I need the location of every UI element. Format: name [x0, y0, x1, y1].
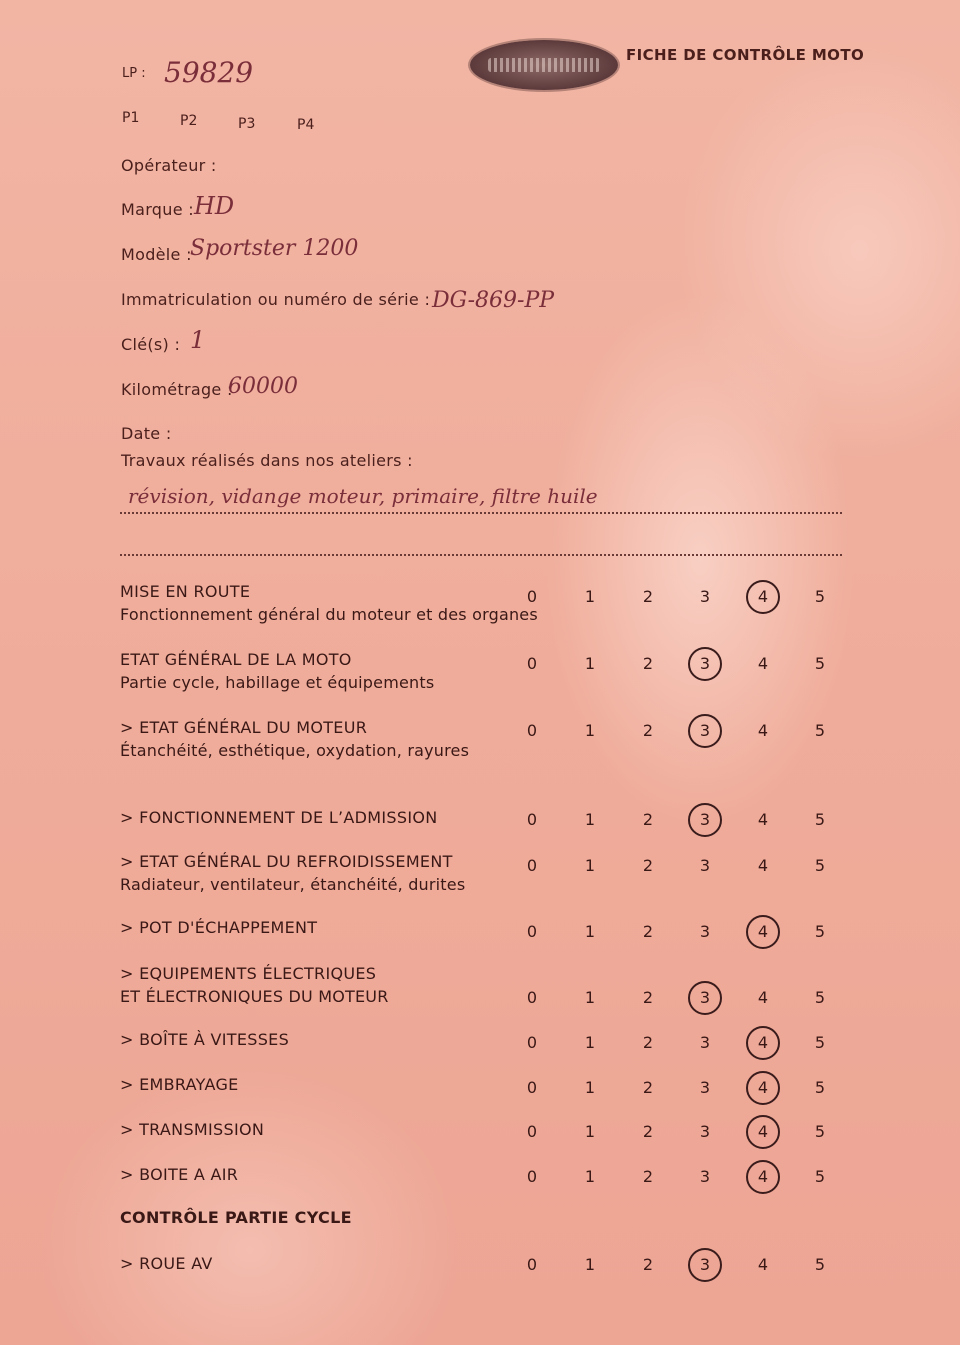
rating-option-5[interactable]: 5 — [814, 1078, 826, 1097]
rating-row-title-10: > BOITE A AIR — [120, 1165, 239, 1184]
kilometrage-value: 60000 — [228, 374, 298, 399]
rating-option-0[interactable]: 0 — [526, 856, 538, 875]
rating-option-4[interactable]: 4 — [746, 580, 780, 614]
rating-option-1[interactable]: 1 — [584, 810, 596, 829]
rating-option-4[interactable]: 4 — [757, 1255, 769, 1274]
rating-row-title-7: > BOÎTE À VITESSES — [120, 1030, 290, 1049]
operateur-label: Opérateur : — [121, 156, 217, 175]
rating-row-scale-8 — [520, 1071, 840, 1105]
rating-row-scale-7 — [520, 1026, 840, 1060]
rating-option-2[interactable]: 2 — [642, 1167, 654, 1186]
cles-value: 1 — [190, 326, 206, 354]
rating-option-5[interactable]: 5 — [814, 1255, 826, 1274]
rating-option-5[interactable]: 5 — [814, 1122, 826, 1141]
travaux-label: Travaux réalisés dans nos ateliers : — [121, 451, 413, 470]
rating-row-scale-3 — [520, 803, 840, 837]
rating-option-3[interactable]: 3 — [688, 981, 722, 1015]
rating-row-subtitle-1: Partie cycle, habillage et équipements — [120, 673, 435, 692]
rating-option-0[interactable]: 0 — [526, 1255, 538, 1274]
cycle-row-title-0: > ROUE AV — [120, 1254, 213, 1273]
rating-option-3[interactable]: 3 — [688, 647, 722, 681]
modele-label: Modèle : — [121, 245, 192, 264]
rating-row-title-6: > EQUIPEMENTS ÉLECTRIQUES — [120, 964, 377, 983]
rating-row-title-0: MISE EN ROUTE — [120, 582, 251, 601]
rating-option-1[interactable]: 1 — [584, 1033, 596, 1052]
rating-option-4[interactable]: 4 — [746, 1115, 780, 1149]
rating-option-4[interactable]: 4 — [757, 856, 769, 875]
rating-option-1[interactable]: 1 — [584, 1255, 596, 1274]
rating-row-scale-10 — [520, 1160, 840, 1194]
rating-option-3[interactable]: 3 — [699, 587, 711, 606]
cles-label: Clé(s) : — [121, 335, 181, 354]
position-p1: P1 — [122, 110, 140, 126]
rating-row-scale-0 — [520, 580, 840, 614]
rating-option-2[interactable]: 2 — [642, 922, 654, 941]
rating-option-5[interactable]: 5 — [814, 654, 826, 673]
rating-option-1[interactable]: 1 — [584, 1122, 596, 1141]
rating-row-title-4: > ETAT GÉNÉRAL DU REFROIDISSEMENT — [120, 852, 453, 871]
rating-option-3[interactable]: 3 — [688, 714, 722, 748]
rating-row-title-3: > FONCTIONNEMENT DE L’ADMISSION — [120, 808, 438, 827]
rating-option-0[interactable]: 0 — [526, 922, 538, 941]
rating-option-3[interactable]: 3 — [699, 922, 711, 941]
rating-option-1[interactable]: 1 — [584, 1167, 596, 1186]
rating-option-2[interactable]: 2 — [642, 721, 654, 740]
rating-option-2[interactable]: 2 — [642, 1033, 654, 1052]
rating-option-0[interactable]: 0 — [526, 1078, 538, 1097]
rating-option-2[interactable]: 2 — [642, 856, 654, 875]
rating-row-scale-2 — [520, 714, 840, 748]
rating-option-2[interactable]: 2 — [642, 1078, 654, 1097]
rating-row-subtitle-2: Étanchéité, esthétique, oxydation, rayures — [120, 741, 470, 760]
rating-row-scale-6 — [520, 981, 840, 1015]
lp-label: LP : — [122, 66, 146, 81]
rating-option-5[interactable]: 5 — [814, 988, 826, 1007]
rating-option-2[interactable]: 2 — [642, 1255, 654, 1274]
rating-row-title-8: > EMBRAYAGE — [120, 1075, 239, 1094]
position-p3: P3 — [238, 116, 256, 132]
rating-option-3[interactable]: 3 — [699, 1078, 711, 1097]
rating-row-scale-9 — [520, 1115, 840, 1149]
rating-option-5[interactable]: 5 — [814, 1033, 826, 1052]
rating-row-title-9: > TRANSMISSION — [120, 1120, 265, 1139]
kilometrage-label: Kilométrage : — [121, 380, 233, 399]
lp-value: 59829 — [164, 56, 254, 89]
rating-option-4[interactable]: 4 — [757, 988, 769, 1007]
date-label: Date : — [121, 424, 172, 443]
rating-row-title-5: > POT D'ÉCHAPPEMENT — [120, 918, 318, 937]
rating-option-5[interactable]: 5 — [814, 810, 826, 829]
rating-row-subtitle-0: Fonctionnement général du moteur et des organes — [120, 605, 538, 624]
rating-option-1[interactable]: 1 — [584, 654, 596, 673]
rating-option-5[interactable]: 5 — [814, 587, 826, 606]
rating-row-scale-4 — [520, 849, 840, 883]
rating-option-3[interactable]: 3 — [699, 1167, 711, 1186]
rating-option-4[interactable]: 4 — [757, 721, 769, 740]
modele-value: Sportster 1200 — [190, 236, 359, 261]
rating-option-1[interactable]: 1 — [584, 922, 596, 941]
rating-option-1[interactable]: 1 — [584, 988, 596, 1007]
marque-label: Marque : — [121, 200, 194, 219]
section-title-partie-cycle: CONTRÔLE PARTIE CYCLE — [120, 1208, 352, 1227]
marque-value: HD — [194, 192, 235, 220]
rating-option-2[interactable]: 2 — [642, 988, 654, 1007]
cycle-row-scale-0 — [520, 1248, 840, 1282]
rating-row-subtitle-6: ET ÉLECTRONIQUES DU MOTEUR — [120, 987, 389, 1006]
rating-option-5[interactable]: 5 — [814, 1167, 826, 1186]
rating-option-5[interactable]: 5 — [814, 922, 826, 941]
rating-option-0[interactable]: 0 — [526, 587, 538, 606]
rating-option-1[interactable]: 1 — [584, 587, 596, 606]
rating-option-4[interactable]: 4 — [746, 915, 780, 949]
rating-option-4[interactable]: 4 — [757, 810, 769, 829]
rating-option-0[interactable]: 0 — [526, 654, 538, 673]
rating-option-0[interactable]: 0 — [526, 988, 538, 1007]
rating-option-2[interactable]: 2 — [642, 1122, 654, 1141]
rating-option-3[interactable]: 3 — [699, 1033, 711, 1052]
rating-row-title-1: ETAT GÉNÉRAL DE LA MOTO — [120, 650, 352, 669]
rating-option-1[interactable]: 1 — [584, 1078, 596, 1097]
rating-option-4[interactable]: 4 — [746, 1026, 780, 1060]
rating-option-4[interactable]: 4 — [757, 654, 769, 673]
rating-option-4[interactable]: 4 — [746, 1071, 780, 1105]
rating-option-2[interactable]: 2 — [642, 587, 654, 606]
travaux-line-1 — [120, 512, 842, 514]
rating-option-3[interactable]: 3 — [699, 856, 711, 875]
rating-option-0[interactable]: 0 — [526, 721, 538, 740]
rating-option-1[interactable]: 1 — [584, 721, 596, 740]
travaux-value: révision, vidange moteur, primaire, filtre huile — [128, 484, 598, 508]
rating-option-5[interactable]: 5 — [814, 856, 826, 875]
rating-row-scale-5 — [520, 915, 840, 949]
rating-option-0[interactable]: 0 — [526, 810, 538, 829]
company-logo — [470, 40, 618, 90]
rating-option-0[interactable]: 0 — [526, 1122, 538, 1141]
rating-option-3[interactable]: 3 — [688, 1248, 722, 1282]
rating-option-2[interactable]: 2 — [642, 810, 654, 829]
rating-option-0[interactable]: 0 — [526, 1167, 538, 1186]
form-title: FICHE DE CONTRÔLE MOTO — [626, 46, 865, 64]
rating-row-subtitle-4: Radiateur, ventilateur, étanchéité, durites — [120, 875, 466, 894]
immatriculation-value: DG-869-PP — [432, 288, 555, 313]
travaux-line-2 — [120, 554, 842, 556]
rating-option-3[interactable]: 3 — [688, 803, 722, 837]
rating-option-0[interactable]: 0 — [526, 1033, 538, 1052]
immatriculation-label: Immatriculation ou numéro de série : — [121, 290, 431, 309]
rating-option-2[interactable]: 2 — [642, 654, 654, 673]
rating-option-5[interactable]: 5 — [814, 721, 826, 740]
position-p2: P2 — [180, 113, 198, 129]
rating-option-4[interactable]: 4 — [746, 1160, 780, 1194]
rating-option-3[interactable]: 3 — [699, 1122, 711, 1141]
rating-row-title-2: > ETAT GÉNÉRAL DU MOTEUR — [120, 718, 368, 737]
rating-row-scale-1 — [520, 647, 840, 681]
position-p4: P4 — [297, 117, 315, 133]
rating-option-1[interactable]: 1 — [584, 856, 596, 875]
